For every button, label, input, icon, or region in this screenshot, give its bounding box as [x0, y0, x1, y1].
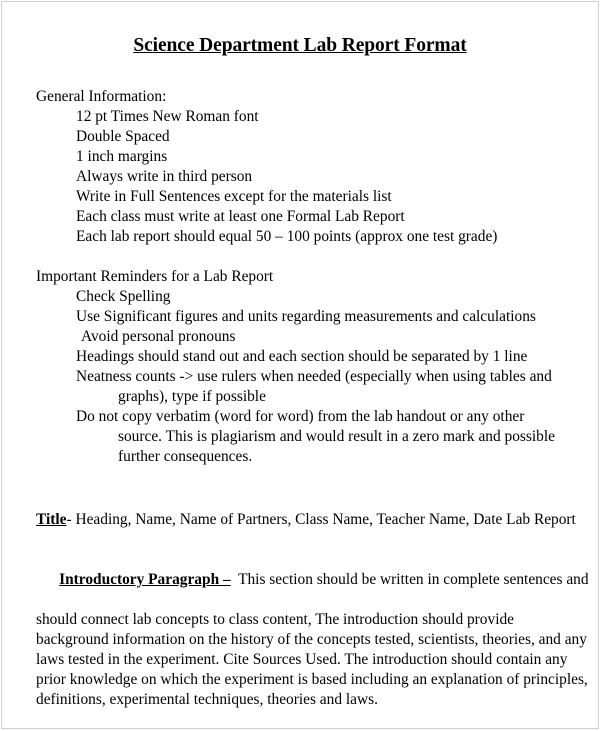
- list-item: Each lab report should equal 50 – 100 points (approx one test grade): [76, 228, 498, 245]
- list-item: Double Spaced: [76, 128, 170, 145]
- list-item-continuation: source. This is plagiarism and would result in a zero mark and possible: [118, 428, 555, 445]
- list-item: Neatness counts -> use rulers when needed (especially when using tables and: [76, 368, 552, 385]
- title-section-text: - Heading, Name, Name of Partners, Class Name, Teacher Name, Date Lab Report: [66, 511, 576, 528]
- paragraph-line: laws tested in the experiment. Cite Sources Used. The introduction should contain any: [36, 651, 568, 668]
- list-item: Always write in third person: [76, 168, 253, 185]
- list-item: Avoid personal pronouns: [81, 328, 236, 345]
- document-page: [1, 1, 599, 729]
- list-item: Each class must write at least one Formal Lab Report: [76, 208, 405, 225]
- important-reminders-heading: Important Reminders for a Lab Report: [36, 268, 274, 285]
- list-item-continuation: further consequences.: [118, 448, 253, 465]
- paragraph-line: This section should be written in complete sentences and: [230, 571, 589, 588]
- list-item: Headings should stand out and each section should be separated by 1 line: [76, 348, 528, 365]
- title-section: [36, 510, 578, 530]
- list-item: 12 pt Times New Roman font: [76, 108, 259, 125]
- introductory-paragraph-label: Introductory Paragraph –: [59, 571, 231, 588]
- paragraph-line: should connect lab concepts to class content, The introduction should provide: [36, 611, 515, 628]
- list-item: 1 inch margins: [76, 148, 168, 165]
- paragraph-line: prior knowledge on which the experiment is based including an explanation of principles,: [36, 671, 588, 688]
- paragraph-line: background information on the history of the concepts tested, scientists, theories, and any: [36, 631, 587, 648]
- general-information-heading: General Information:: [36, 88, 167, 105]
- list-item: Write in Full Sentences except for the materials list: [76, 188, 392, 205]
- list-item: Use Significant figures and units regarding measurements and calculations: [76, 308, 536, 325]
- document-title: Science Department Lab Report Format: [133, 35, 467, 56]
- list-item-continuation: graphs), type if possible: [118, 388, 266, 405]
- introductory-paragraph-section: [36, 550, 589, 710]
- list-item: Check Spelling: [76, 288, 171, 305]
- important-reminders-section: [36, 267, 578, 467]
- list-item: Do not copy verbatim (word for word) from the lab handout or any other: [76, 408, 525, 425]
- general-information-section: [36, 87, 578, 247]
- paragraph-line: definitions, experimental techniques, theories and laws.: [36, 691, 378, 708]
- title-section-label: Title: [36, 511, 67, 528]
